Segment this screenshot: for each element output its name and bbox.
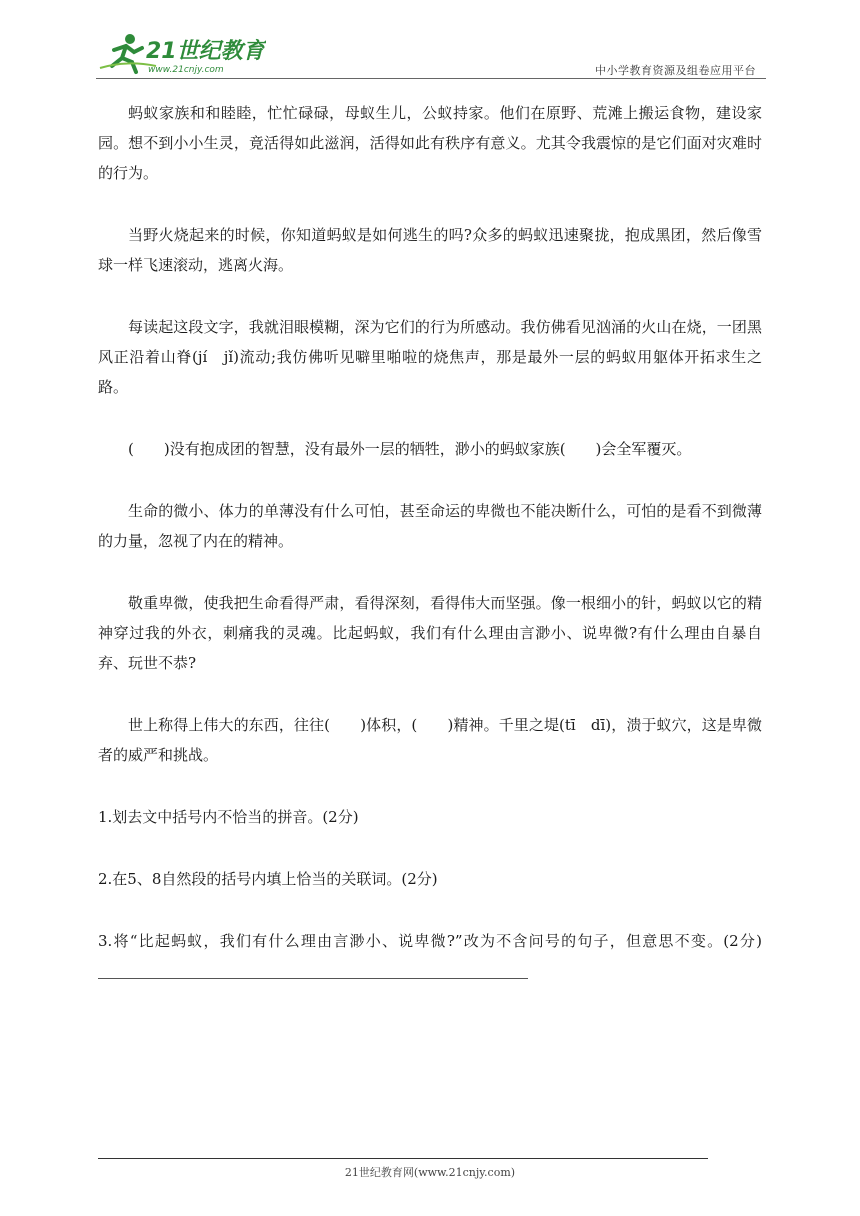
paragraph-3: 每读起这段文字，我就泪眼模糊，深为它们的行为所感动。我仿佛看见汹涌的火山在烧，一团黑风正沿着山脊(jí jǐ)流动;我仿佛听见噼里啪啦的烧焦声，那是最外一层的蚂蚁用躯体开拓求生之路。 xyxy=(98,318,762,396)
question-3-text: 3.将“比起蚂蚁，我们有什么理由言渺小、说卑微?”改为不含问号的句子，但意思不变。(2分) xyxy=(98,932,762,950)
logo-title: 21世纪教育 xyxy=(146,39,265,64)
paragraph-2: 当野火烧起来的时候，你知道蚂蚁是如何逃生的吗?众多的蚂蚁迅速聚拢，抱成黑团，然后像雪球一样飞速滚动，逃离火海。 xyxy=(98,226,762,274)
footer-divider xyxy=(98,1158,708,1159)
site-logo[interactable] xyxy=(96,30,266,76)
question-1: 1.划去文中括号内不恰当的拼音。(2分) xyxy=(98,808,359,826)
question-3 xyxy=(98,926,762,989)
runner-logo-icon xyxy=(96,30,266,76)
paragraph-4: ( )没有抱成团的智慧，没有最外一层的牺牲，渺小的蚂蚁家族( )会全军覆灭。 xyxy=(128,440,692,458)
answer-line[interactable] xyxy=(98,956,528,979)
page-header xyxy=(96,30,766,80)
paragraph-6: 敬重卑微，使我把生命看得严肃，看得深刻，看得伟大而坚强。像一根细小的针，蚂蚁以它的精神穿过我的外衣，刺痛我的灵魂。比起蚂蚁，我们有什么理由言渺小、说卑微?有什么理由自暴自弃、玩世不恭? xyxy=(98,594,762,672)
paragraph-1: 蚂蚁家族和和睦睦，忙忙碌碌，母蚁生儿，公蚁持家。他们在原野、荒滩上搬运食物，建设家园。想不到小小生灵，竟活得如此滋润，活得如此有秩序有意义。尤其令我震惊的是它们面对灾难时的行为。 xyxy=(98,104,762,182)
paragraph-7: 世上称得上伟大的东西，往往( )体积，( )精神。千里之堤(tī dī)，溃于蚁穴，这是卑微者的威严和挑战。 xyxy=(98,716,762,764)
footer-text: 21世纪教育网(www.21cnjy.com) xyxy=(344,1166,516,1179)
article-body xyxy=(98,98,762,1021)
paragraph-5: 生命的微小、体力的单薄没有什么可怕，甚至命运的卑微也不能决断什么，可怕的是看不到微薄的力量，忽视了内在的精神。 xyxy=(98,502,762,550)
question-2: 2.在5、8自然段的括号内填上恰当的关联词。(2分) xyxy=(98,870,438,888)
logo-url: www.21cnjy.com xyxy=(148,65,224,75)
platform-title: 中小学教育资源及组卷应用平台 xyxy=(595,64,756,77)
header-divider xyxy=(96,78,766,79)
